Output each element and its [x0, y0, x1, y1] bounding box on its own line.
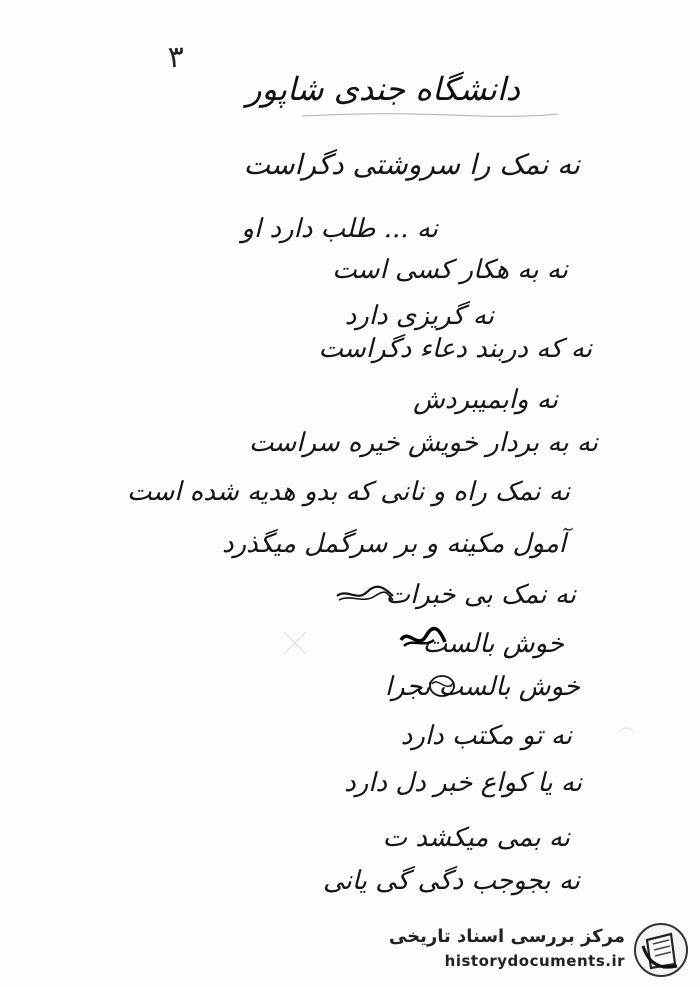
poem-line-8: نه نمک راه و نانی که بدو هدیه شده است	[126, 477, 570, 507]
poem-line-12: خوش بالست نجرا	[384, 672, 580, 702]
watermark-title: مرکز بررسی اسناد تاریخی	[388, 926, 625, 947]
archive-watermark	[388, 918, 695, 980]
poem-line-4: نه گریزی دارد	[344, 301, 494, 331]
page-number: ۳	[167, 39, 186, 76]
title-flourish	[300, 110, 560, 120]
poem-line-5: نه که دربند دعاء دگراست	[318, 334, 592, 364]
document-archive-logo-icon	[631, 920, 691, 980]
page-title: دانشگاه جندی شاپور	[246, 70, 520, 108]
poem-line-14: نه یا کواع خبر دل دارد	[344, 768, 582, 798]
poem-line-15: نه بمی میکشد ت	[382, 823, 570, 853]
watermark-url: historydocuments.ir	[444, 952, 625, 970]
poem-line-11: خوش بالست	[422, 629, 564, 659]
poem-line-13: نه تو مکتب دارد	[400, 721, 572, 751]
poem-line-1: نه نمک را سروشتی دگراست	[243, 148, 580, 181]
pencil-mark	[280, 628, 310, 658]
poem-line-6: نه وابمیبردش	[413, 385, 558, 415]
poem-line-2: نه ... طلب دارد او	[241, 214, 438, 244]
poem-line-10: نه نمک بی خبرات	[385, 580, 576, 610]
poem-line-16: نه بجوجب دگی گی یانی	[322, 866, 580, 896]
poem-line-7: نه به بردار خویش خیره سراست	[248, 428, 598, 458]
poem-line-3: نه به هکار کسی است	[332, 255, 568, 285]
pencil-mark	[616, 722, 636, 742]
poem-line-9: آمول مکینه و بر سرگمل میگذرد	[222, 529, 566, 559]
